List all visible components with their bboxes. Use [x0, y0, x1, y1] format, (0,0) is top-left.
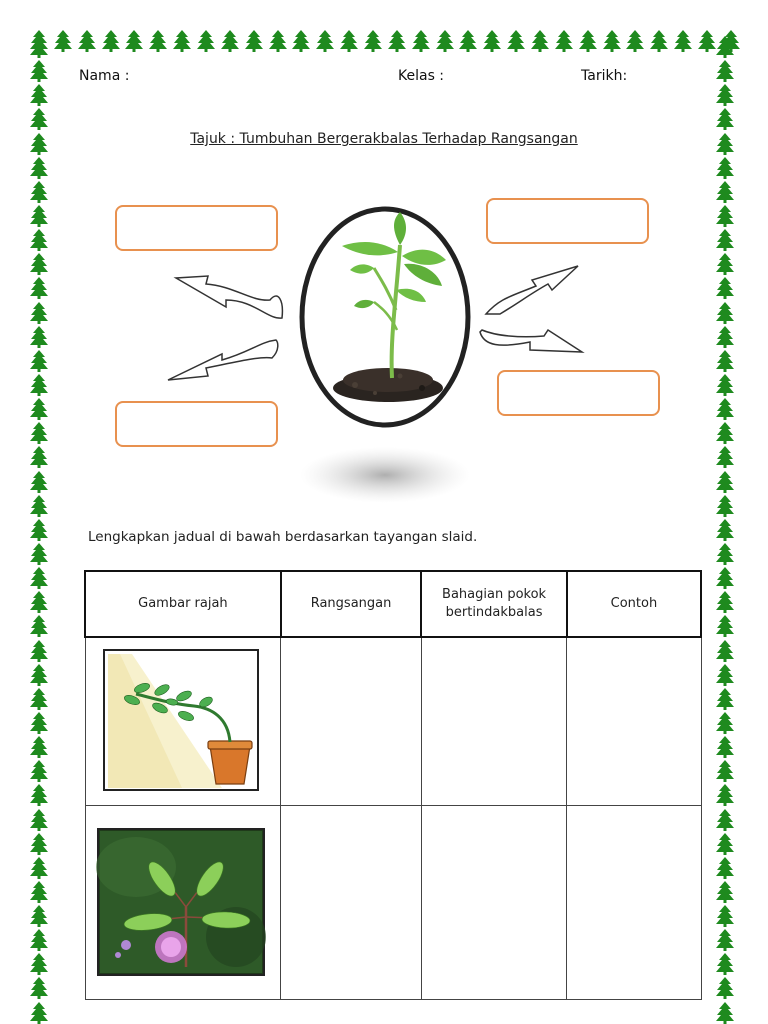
- col-header-rangsangan: Rangsangan: [281, 571, 421, 637]
- tree-icon: [716, 350, 734, 372]
- tree-icon: [531, 30, 549, 52]
- tree-icon: [716, 84, 734, 106]
- instruction-text: Lengkapkan jadual di bawah berdasarkan tayangan slaid.: [88, 529, 478, 545]
- tree-icon: [716, 157, 734, 179]
- tree-icon: [459, 30, 477, 52]
- phototropism-plant-image: [102, 648, 262, 794]
- tree-icon: [30, 277, 48, 299]
- tree-icon: [716, 615, 734, 637]
- tree-icon: [30, 36, 48, 58]
- tree-icon: [125, 30, 143, 52]
- tree-icon: [698, 30, 716, 52]
- bahagian-pokok-answer-cell[interactable]: [421, 805, 567, 999]
- image-cell: [85, 805, 281, 999]
- tree-icon: [30, 736, 48, 758]
- tree-icon: [716, 905, 734, 927]
- tree-icon: [30, 350, 48, 372]
- tree-icon: [555, 30, 573, 52]
- tree-icon: [221, 30, 239, 52]
- tarikh-label: Tarikh:: [581, 68, 628, 84]
- tree-icon: [716, 664, 734, 686]
- tree-icon: [30, 640, 48, 662]
- tree-icon: [173, 30, 191, 52]
- tree-icon: [30, 833, 48, 855]
- tree-icon: [579, 30, 597, 52]
- tree-icon: [102, 30, 120, 52]
- page-border-top: [30, 30, 740, 52]
- tree-icon: [436, 30, 454, 52]
- tree-icon: [197, 30, 215, 52]
- curved-arrow-icon: [480, 330, 582, 352]
- worksheet-table: [84, 570, 702, 1000]
- tree-icon: [30, 422, 48, 444]
- curved-arrow-icon: [176, 276, 282, 318]
- diagram-shadow: [300, 447, 470, 503]
- tree-icon: [30, 205, 48, 227]
- tree-icon: [716, 326, 734, 348]
- tree-icon: [716, 881, 734, 903]
- tree-icon: [30, 229, 48, 251]
- col-header-contoh: Contoh: [567, 571, 701, 637]
- tree-icon: [30, 688, 48, 710]
- tree-icon: [30, 446, 48, 468]
- tree-icon: [716, 833, 734, 855]
- kelas-label: Kelas :: [398, 68, 445, 84]
- table-row: [85, 637, 701, 805]
- tree-icon: [30, 760, 48, 782]
- tree-icon: [30, 953, 48, 975]
- tree-icon: [30, 181, 48, 203]
- tree-icon: [716, 471, 734, 493]
- tree-icon: [30, 712, 48, 734]
- tree-icon: [716, 567, 734, 589]
- tree-icon: [30, 591, 48, 613]
- tree-icon: [30, 905, 48, 927]
- page-border-left: [30, 36, 52, 1024]
- tree-icon: [30, 374, 48, 396]
- tree-icon: [30, 664, 48, 686]
- tree-icon: [716, 1002, 734, 1024]
- tree-icon: [30, 471, 48, 493]
- tree-icon: [716, 302, 734, 324]
- tree-icon: [30, 543, 48, 565]
- tree-icon: [716, 205, 734, 227]
- col-header-bahagian-pokok: Bahagian pokok bertindakbalas: [421, 571, 567, 637]
- tree-icon: [716, 36, 734, 58]
- tree-icon: [30, 157, 48, 179]
- tree-icon: [30, 302, 48, 324]
- tree-icon: [30, 253, 48, 275]
- tree-icon: [412, 30, 430, 52]
- rangsangan-answer-cell[interactable]: [281, 637, 421, 805]
- tree-icon: [54, 30, 72, 52]
- tree-icon: [269, 30, 287, 52]
- col-header-gambar-rajah: Gambar rajah: [85, 571, 281, 637]
- tree-icon: [716, 108, 734, 130]
- tree-icon: [30, 929, 48, 951]
- tree-icon: [716, 712, 734, 734]
- tree-icon: [716, 784, 734, 806]
- tree-icon: [716, 422, 734, 444]
- tree-icon: [603, 30, 621, 52]
- tree-icon: [626, 30, 644, 52]
- tree-icon: [245, 30, 263, 52]
- tree-icon: [78, 30, 96, 52]
- tree-icon: [507, 30, 525, 52]
- contoh-answer-cell[interactable]: [567, 805, 701, 999]
- tree-icon: [716, 60, 734, 82]
- tree-icon: [364, 30, 382, 52]
- nama-label: Nama :: [79, 68, 130, 84]
- page-border-right: [716, 36, 738, 1024]
- tree-icon: [30, 60, 48, 82]
- tree-icon: [716, 591, 734, 613]
- tree-icon: [716, 398, 734, 420]
- tree-icon: [716, 277, 734, 299]
- contoh-answer-cell[interactable]: [567, 637, 701, 805]
- tree-icon: [716, 688, 734, 710]
- tree-icon: [716, 640, 734, 662]
- mimosa-plant-image: [96, 827, 266, 977]
- tree-icon: [716, 760, 734, 782]
- tree-icon: [30, 495, 48, 517]
- tree-icon: [30, 809, 48, 831]
- image-cell: [85, 637, 281, 805]
- tree-icon: [650, 30, 668, 52]
- tree-icon: [149, 30, 167, 52]
- page-title: Tajuk : Tumbuhan Bergerakbalas Terhadap Rangsangan: [190, 131, 578, 147]
- tree-icon: [30, 108, 48, 130]
- tree-icon: [30, 326, 48, 348]
- tree-icon: [716, 446, 734, 468]
- tree-icon: [716, 495, 734, 517]
- bahagian-pokok-answer-cell[interactable]: [421, 637, 567, 805]
- tree-icon: [30, 567, 48, 589]
- tree-icon: [716, 857, 734, 879]
- tree-icon: [483, 30, 501, 52]
- tree-icon: [716, 809, 734, 831]
- tree-icon: [316, 30, 334, 52]
- tree-icon: [30, 857, 48, 879]
- curved-arrow-icon: [486, 266, 578, 314]
- tree-icon: [716, 736, 734, 758]
- tree-icon: [716, 519, 734, 541]
- tree-icon: [292, 30, 310, 52]
- tree-icon: [716, 181, 734, 203]
- tree-icon: [674, 30, 692, 52]
- tree-icon: [716, 253, 734, 275]
- curved-arrow-icon: [168, 340, 278, 380]
- tree-icon: [30, 84, 48, 106]
- tree-icon: [716, 229, 734, 251]
- tree-icon: [30, 977, 48, 999]
- tree-icon: [30, 1002, 48, 1024]
- tree-icon: [30, 615, 48, 637]
- tree-icon: [716, 929, 734, 951]
- tree-icon: [388, 30, 406, 52]
- tree-icon: [30, 784, 48, 806]
- tree-icon: [30, 398, 48, 420]
- tree-icon: [716, 374, 734, 396]
- tree-icon: [30, 881, 48, 903]
- tree-icon: [716, 977, 734, 999]
- table-row: [85, 805, 701, 999]
- tree-icon: [716, 953, 734, 975]
- tree-icon: [30, 519, 48, 541]
- tree-icon: [716, 543, 734, 565]
- plant-diagram: [160, 190, 610, 510]
- rangsangan-answer-cell[interactable]: [281, 805, 421, 999]
- tree-icon: [340, 30, 358, 52]
